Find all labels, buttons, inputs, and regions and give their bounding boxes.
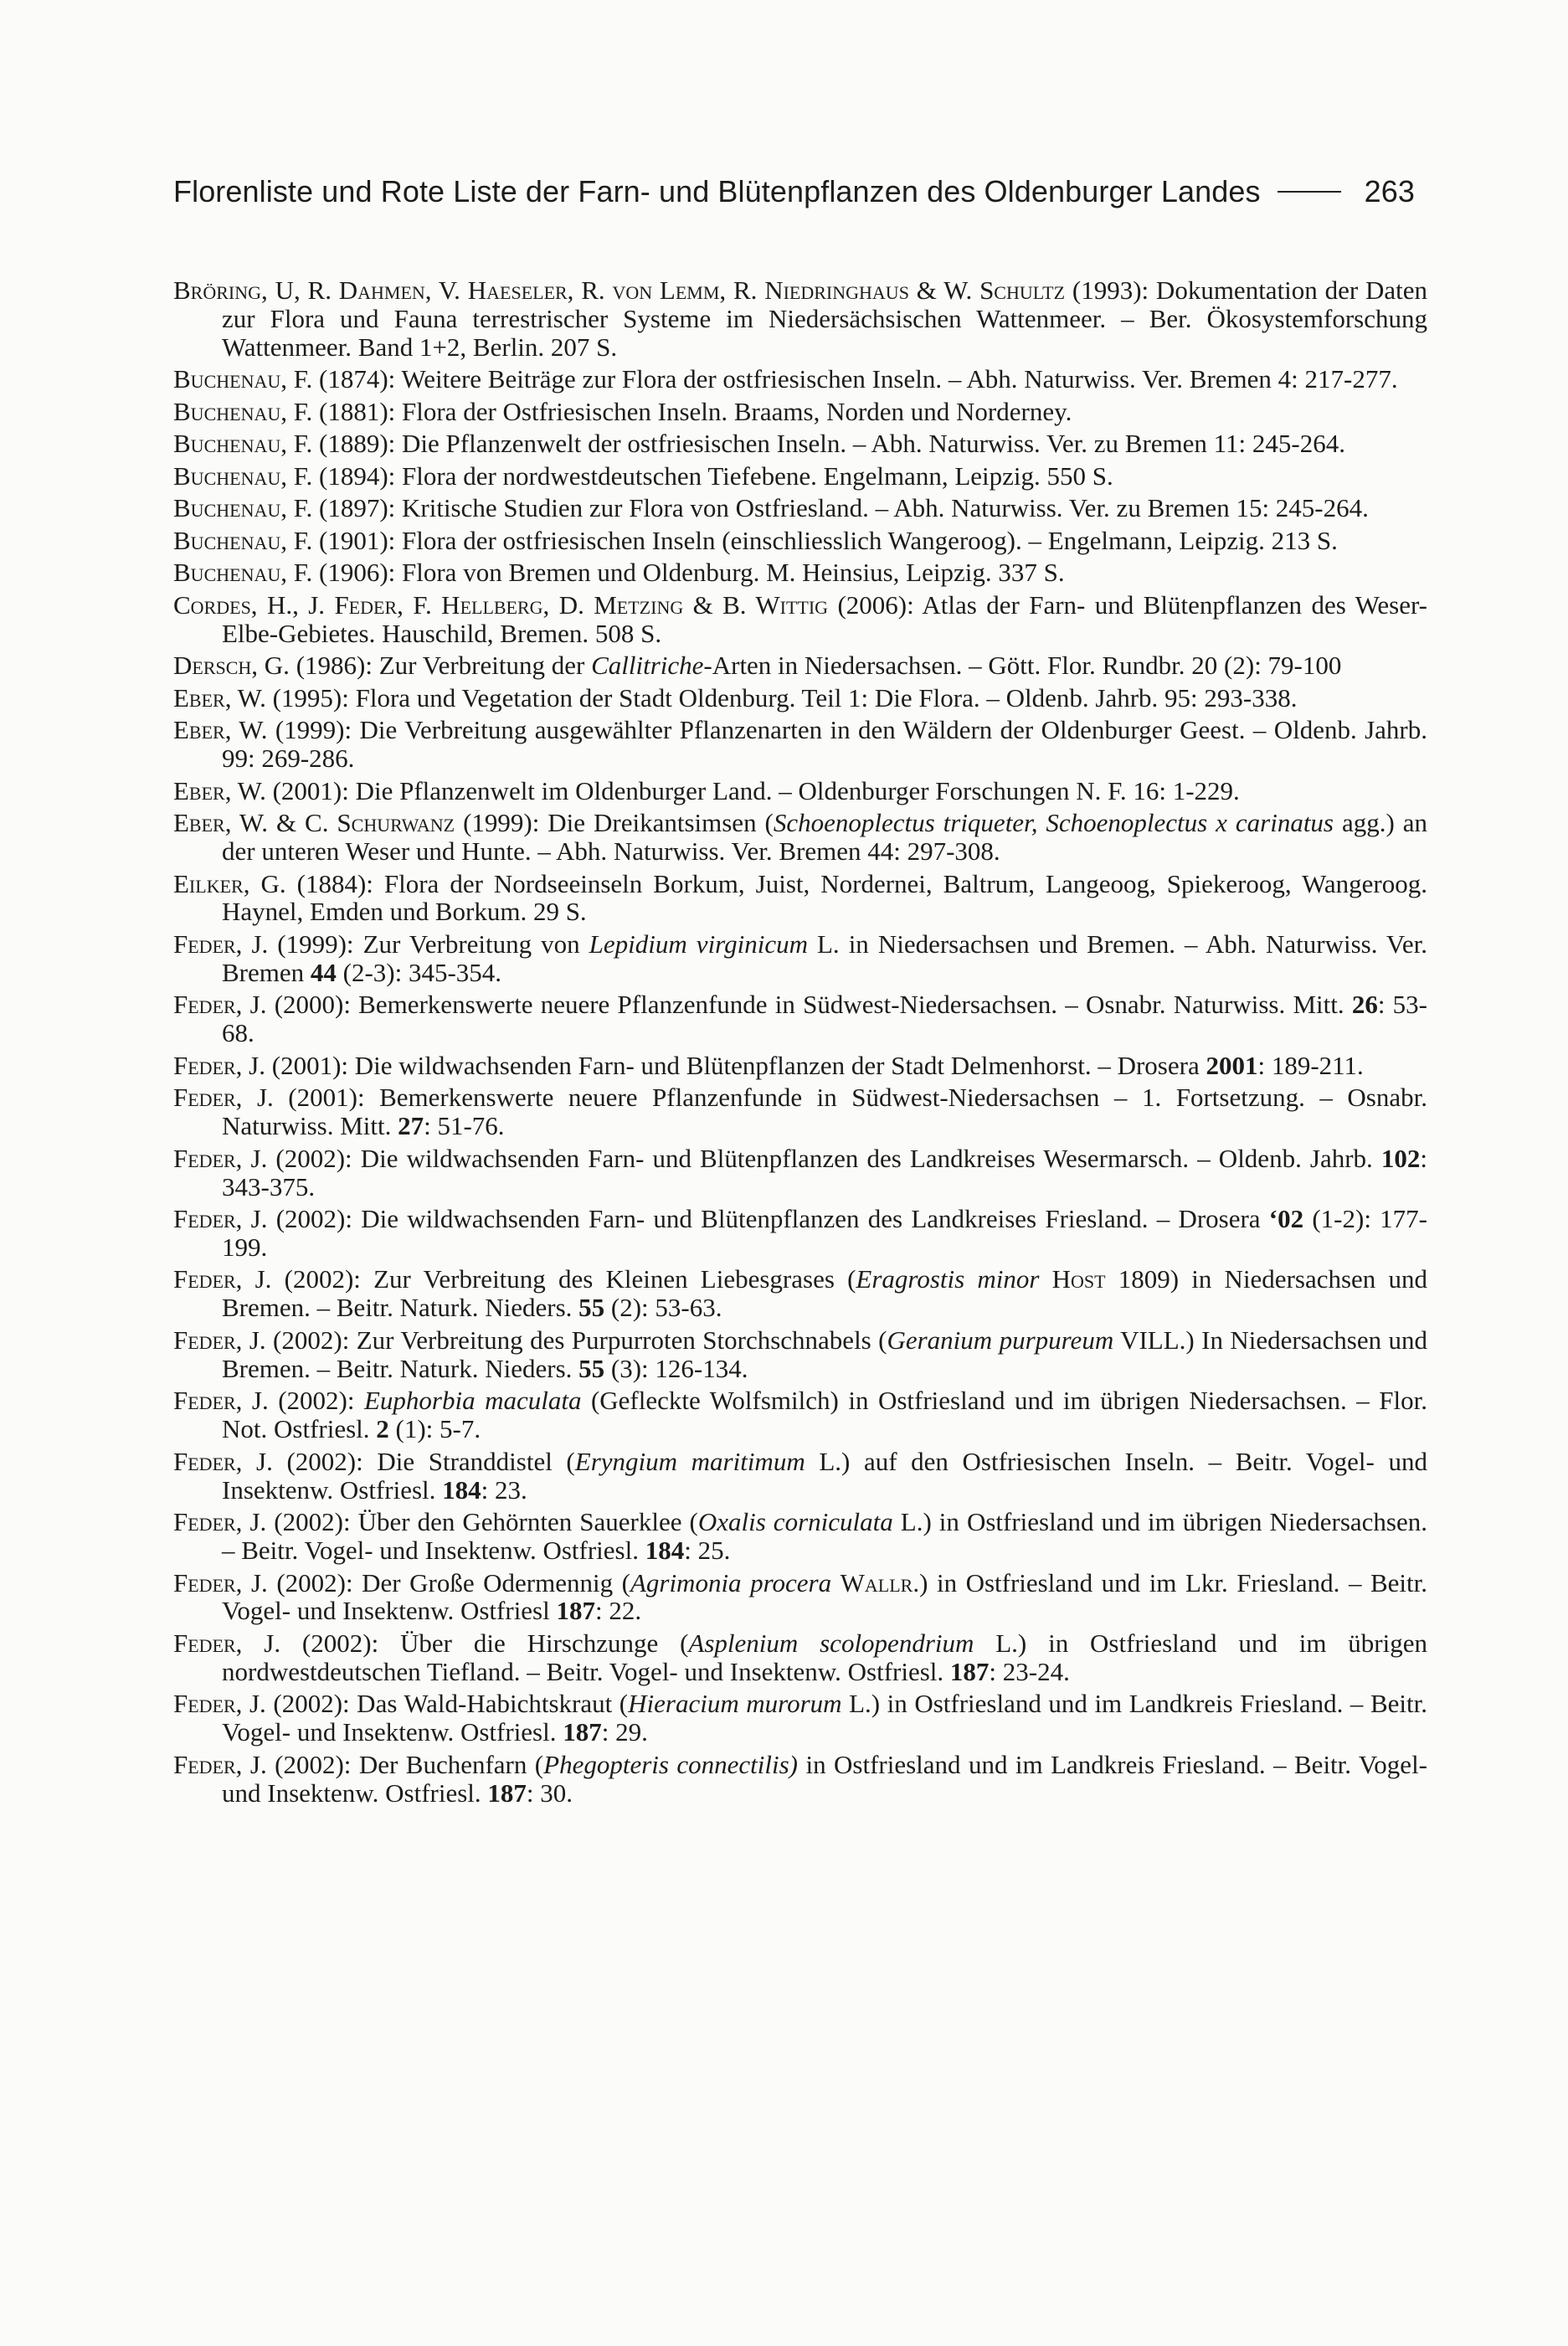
species-name: Agrimonia procera bbox=[630, 1567, 832, 1597]
reference-entry bbox=[173, 1629, 1427, 1686]
species-name: Schoenoplectus triqueter, Schoenoplectus x carinatus bbox=[773, 808, 1334, 838]
volume-number: 44 bbox=[310, 957, 337, 987]
volume-number: 187 bbox=[556, 1596, 595, 1626]
reference-text: (2002): Über den Gehörnten Sauerklee ( bbox=[266, 1507, 698, 1537]
reference-text: (2): 53-63. bbox=[604, 1293, 722, 1323]
species-name: Callitriche bbox=[591, 651, 704, 681]
reference-text: : 53-68. bbox=[222, 990, 1427, 1048]
species-name: Oxalis corniculata bbox=[697, 1507, 893, 1537]
reference-text: L.) in Ostfriesland und im übrigen Niedersachsen. – Beitr. Vogel- und Insektenw. Ostfriesl. bbox=[222, 1507, 1428, 1565]
reference-text: L.) in Ostfriesland und im Landkreis Friesland. – Beitr. Vogel- und Insektenw. Ostfriesl. bbox=[222, 1689, 1427, 1747]
reference-entry bbox=[173, 527, 1427, 555]
reference-author: Cordes, H., J. Feder, F. Hellberg, D. Metzing & B. Wittig bbox=[173, 589, 829, 620]
reference-text: (2002): Über die Hirschzunge ( bbox=[280, 1628, 689, 1658]
reference-entry bbox=[173, 1083, 1427, 1140]
reference-author: Feder, J. bbox=[173, 1386, 269, 1416]
reference-entry bbox=[173, 684, 1427, 713]
reference-text: : 189-211. bbox=[1257, 1050, 1364, 1080]
volume-number: ‘02 bbox=[1268, 1204, 1304, 1234]
reference-text: (1894): Flora der nordwestdeutschen Tiefebene. Engelmann, Leipzig. 550 S. bbox=[312, 460, 1113, 491]
reference-entry bbox=[173, 809, 1427, 866]
reference-text: VILL.) In Niedersachsen und Bremen. – Beitr. Naturk. Nieders. bbox=[222, 1325, 1428, 1383]
reference-text: (2001): Bemerkenswerte neuere Pflanzenfunde in Südwest-Niedersachsen – 1. Fortsetzung. – Osnabr. Naturwiss. Mitt. bbox=[222, 1083, 1427, 1141]
reference-entry bbox=[173, 1569, 1427, 1626]
reference-text: (2006): Atlas der Farn- und Blütenpflanzen des Weser-Elbe-Gebietes. Hauschild, Bremen. 508 S. bbox=[222, 589, 1427, 648]
species-name: Lepidium virginicum bbox=[589, 929, 808, 959]
reference-text bbox=[831, 1568, 841, 1597]
volume-number: 102 bbox=[1380, 1143, 1421, 1173]
reference-author: Feder, J. bbox=[173, 929, 269, 959]
reference-author: Dersch, G. bbox=[173, 651, 290, 681]
reference-author: Bröring, U, R. Dahmen, V. Haeseler, R. von Lemm, R. Niedringhaus & W. Schultz bbox=[173, 275, 1066, 305]
reference-author: Feder, J. bbox=[173, 1083, 274, 1113]
reference-entry bbox=[173, 716, 1427, 773]
reference-text: : 23-24. bbox=[989, 1656, 1070, 1686]
species-name: Phegopteris connectilis) bbox=[543, 1749, 799, 1779]
reference-entry bbox=[173, 990, 1427, 1047]
reference-text: L. in Niedersachsen und Bremen. – Abh. Naturwiss. Ver. Bremen bbox=[222, 929, 1427, 987]
reference-text: : 51-76. bbox=[424, 1111, 505, 1141]
header-rule bbox=[1278, 191, 1341, 193]
reference-text: (1906): Flora von Bremen und Oldenburg. M. Heinsius, Leipzig. 337 S. bbox=[312, 558, 1065, 588]
reference-author: Feder, J. bbox=[173, 1507, 267, 1537]
reference-text: (2002): Zur Verbreitung des Kleinen Liebesgrases ( bbox=[271, 1264, 856, 1294]
reference-text: (1-2): 177-199. bbox=[222, 1204, 1428, 1262]
reference-author: Feder, J. bbox=[173, 990, 267, 1020]
volume-number: 184 bbox=[442, 1474, 481, 1505]
reference-entry bbox=[173, 398, 1427, 426]
reference-text: ) in Ostfriesland und im Lkr. Friesland. – Beitr. Vogel- und Insektenw. Ostfriesl bbox=[222, 1567, 1428, 1626]
species-name: Hieracium murorum bbox=[628, 1689, 842, 1719]
reference-text: in Ostfriesland und im Landkreis Friesland. – Beitr. Vogel- und Insektenw. Ostfriesl. bbox=[222, 1749, 1428, 1808]
reference-entry bbox=[173, 430, 1427, 458]
reference-entry bbox=[173, 870, 1427, 927]
reference-entry bbox=[173, 1508, 1427, 1565]
reference-text: (1897): Kritische Studien zur Flora von Ostfriesland. – Abh. Naturwiss. Ver. zu Bremen 15: 245-264. bbox=[312, 493, 1369, 523]
volume-number: 187 bbox=[487, 1778, 527, 1808]
reference-text: L.) in Ostfriesland und im übrigen nordwestdeutschen Tiefland. – Beitr. Vogel- und Insektenw. Ostfriesl. bbox=[222, 1628, 1428, 1686]
reference-author: Buchenau, F. bbox=[173, 396, 313, 426]
reference-text: (2001): Die Pflanzenwelt im Oldenburger Land. – Oldenburger Forschungen N. F. 16: 1-229. bbox=[265, 775, 1240, 805]
reference-entry bbox=[173, 1326, 1427, 1383]
reference-author: Eber, W. & C. Schurwanz bbox=[173, 808, 455, 838]
volume-number: 2 bbox=[376, 1414, 389, 1444]
reference-entry bbox=[173, 651, 1427, 680]
reference-author: Host bbox=[1051, 1264, 1106, 1294]
reference-text: (1889): Die Pflanzenwelt der ostfriesischen Inseln. – Abh. Naturwiss. Ver. zu Bremen 11: 245-264. bbox=[312, 429, 1345, 459]
reference-entry bbox=[173, 276, 1427, 362]
reference-text: -Arten in Niedersachsen. – Gött. Flor. Rundbr. 20 (2): 79-100 bbox=[703, 651, 1342, 681]
reference-text: agg.) an der unteren Weser und Hunte. – Abh. Naturwiss. Ver. Bremen 44: 297-308. bbox=[222, 808, 1427, 867]
reference-entry bbox=[173, 1751, 1427, 1808]
species-name: Geranium purpureum bbox=[887, 1325, 1114, 1355]
reference-entry bbox=[173, 591, 1427, 648]
reference-text: (2002): Die Stranddistel ( bbox=[272, 1446, 575, 1476]
reference-text: (2002): Zur Verbreitung des Purpurroten Storchschnabels ( bbox=[265, 1325, 887, 1355]
reference-author: Buchenau, F. bbox=[173, 460, 313, 491]
reference-entry bbox=[173, 462, 1427, 491]
reference-author: Feder, J. bbox=[173, 1749, 267, 1779]
reference-author: Eber, W. bbox=[173, 775, 266, 805]
volume-number: 2001 bbox=[1206, 1050, 1258, 1080]
reference-text: (1901): Flora der ostfriesischen Inseln (einschliesslich Wangeroog). – Engelmann, Leipzig. 213 S. bbox=[312, 525, 1338, 555]
reference-author: Buchenau, F. bbox=[173, 493, 313, 523]
reference-text: (1986): Zur Verbreitung der bbox=[289, 651, 592, 681]
reference-entry bbox=[173, 1387, 1427, 1443]
reference-entry bbox=[173, 1145, 1427, 1201]
reference-entry bbox=[173, 1205, 1427, 1262]
species-name: Euphorbia maculata bbox=[363, 1386, 582, 1416]
reference-text: (2000): Bemerkenswerte neuere Pflanzenfunde in Südwest-Niedersachsen. – Osnabr. Naturwiss. Mitt. bbox=[266, 990, 1352, 1020]
reference-text: (2002): Der Große Odermennig ( bbox=[267, 1567, 630, 1597]
reference-author: Feder, J. bbox=[173, 1143, 268, 1173]
reference-text: (1999): Die Dreikantsimsen ( bbox=[455, 808, 774, 838]
reference-author: Buchenau, F. bbox=[173, 558, 313, 588]
reference-author: Eber, W. bbox=[173, 682, 266, 713]
reference-text: (2002): Der Buchenfarn ( bbox=[266, 1749, 544, 1779]
reference-text: (1999): Zur Verbreitung von bbox=[268, 929, 589, 959]
reference-text: (2002): Die wildwachsenden Farn- und Blütenpflanzen des Landkreises Wesermarsch. – Oldenb. Jahrb. bbox=[267, 1143, 1381, 1173]
reference-author: Buchenau, F. bbox=[173, 525, 313, 555]
reference-entry bbox=[173, 1448, 1427, 1505]
reference-author: Eilker, G. bbox=[173, 868, 286, 898]
volume-number: 26 bbox=[1351, 990, 1378, 1020]
volume-number: 27 bbox=[398, 1111, 424, 1141]
reference-text: (2002): Das Wald-Habichtskraut ( bbox=[265, 1689, 629, 1719]
species-name: Asplenium scolopendrium bbox=[688, 1628, 974, 1658]
reference-entry bbox=[173, 558, 1427, 587]
volume-number: 55 bbox=[578, 1293, 605, 1323]
running-header-title: Florenliste und Rote Liste der Farn- und Blütenpflanzen des Oldenburger Landes bbox=[173, 174, 1261, 208]
reference-text: : 343-375. bbox=[222, 1143, 1427, 1201]
reference-entry bbox=[173, 930, 1427, 987]
page-number: 263 bbox=[1364, 174, 1415, 208]
reference-text: : 25. bbox=[684, 1536, 731, 1565]
reference-text: 1809) in Niedersachsen und Bremen. – Beitr. Naturk. Nieders. bbox=[222, 1264, 1427, 1323]
reference-text: (1884): Flora der Nordseeinseln Borkum, Juist, Nordernei, Baltrum, Langeoog, Spiekeroog, Wangeroog. Haynel, Emden und Borkum. 29 S. bbox=[222, 868, 1428, 927]
reference-entry bbox=[173, 1690, 1427, 1747]
reference-author: Feder, J. bbox=[173, 1628, 281, 1658]
reference-entry bbox=[173, 1265, 1427, 1322]
reference-text: (1881): Flora der Ostfriesischen Inseln. Braams, Norden und Norderney. bbox=[312, 396, 1072, 426]
reference-text: (1993): Dokumentation der Daten zur Flora und Fauna terrestrischer Systeme im Niedersächsischen Wattenmeer. – Ber. Ökosystemforschung Wattenmeer. Band 1+2, Berlin. 207 S. bbox=[222, 275, 1428, 362]
reference-text: (1): 5-7. bbox=[388, 1414, 481, 1444]
reference-text: (2002): bbox=[268, 1386, 364, 1416]
reference-text: (1995): Flora und Vegetation der Stadt Oldenburg. Teil 1: Die Flora. – Oldenb. Jahrb. 95: 293-338. bbox=[265, 682, 1298, 713]
reference-author: Feder, J. bbox=[173, 1446, 273, 1476]
reference-author: Feder, J. bbox=[173, 1567, 268, 1597]
reference-text bbox=[1039, 1264, 1051, 1294]
reference-text: (2002): Die wildwachsenden Farn- und Blütenpflanzen des Landkreises Friesland. – Drosera bbox=[267, 1204, 1269, 1234]
reference-text: (1874): Weitere Beiträge zur Flora der ostfriesischen Inseln. – Abh. Naturwiss. Ver. Bremen 4: 217-277. bbox=[312, 364, 1398, 394]
reference-text: (1999): Die Verbreitung ausgewählter Pflanzenarten in den Wäldern der Oldenburger Geest. – Oldenb. Jahrb. 99: 269-286. bbox=[222, 715, 1428, 774]
reference-text: : 22. bbox=[595, 1596, 642, 1626]
reference-text: (2-3): 345-354. bbox=[336, 957, 502, 987]
reference-author: Feder, J. bbox=[173, 1204, 268, 1234]
reference-author: Feder, J. bbox=[173, 1689, 266, 1719]
reference-author: Buchenau, F. bbox=[173, 429, 313, 459]
species-name: Eragrostis minor bbox=[856, 1264, 1040, 1294]
reference-text: (2001): Die wildwachsenden Farn- und Blütenpflanzen der Stadt Delmenhorst. – Drosera bbox=[265, 1050, 1206, 1080]
reference-author: Buchenau, F. bbox=[173, 364, 313, 394]
reference-author: Eber, W. bbox=[173, 715, 268, 745]
volume-number: 184 bbox=[645, 1536, 685, 1565]
reference-text: : 23. bbox=[481, 1474, 527, 1505]
volume-number: 55 bbox=[578, 1353, 605, 1383]
reference-text: : 29. bbox=[601, 1717, 648, 1747]
reference-author: Wallr. bbox=[840, 1567, 920, 1597]
reference-author: Feder, J. bbox=[173, 1325, 266, 1355]
reference-entry bbox=[173, 494, 1427, 522]
reference-text: L.) auf den Ostfriesischen Inseln. – Beitr. Vogel- und Insektenw. Ostfriesl. bbox=[222, 1446, 1427, 1505]
volume-number: 187 bbox=[949, 1656, 990, 1686]
reference-entry bbox=[173, 777, 1427, 805]
reference-entry bbox=[173, 1052, 1427, 1080]
reference-text: (3): 126-134. bbox=[604, 1353, 748, 1383]
species-name: Eryngium maritimum bbox=[574, 1446, 805, 1476]
reference-list bbox=[173, 276, 1427, 1811]
reference-text: (Gefleckte Wolfsmilch) in Ostfriesland und im übrigen Niedersachsen. – Flor. Not. Ostfriesl. bbox=[222, 1386, 1427, 1444]
reference-text: : 30. bbox=[526, 1778, 573, 1808]
volume-number: 187 bbox=[563, 1717, 602, 1747]
reference-entry bbox=[173, 365, 1427, 394]
reference-author: Feder, J. bbox=[173, 1050, 265, 1080]
reference-author: Feder, J. bbox=[173, 1264, 272, 1294]
running-header bbox=[173, 174, 1427, 209]
